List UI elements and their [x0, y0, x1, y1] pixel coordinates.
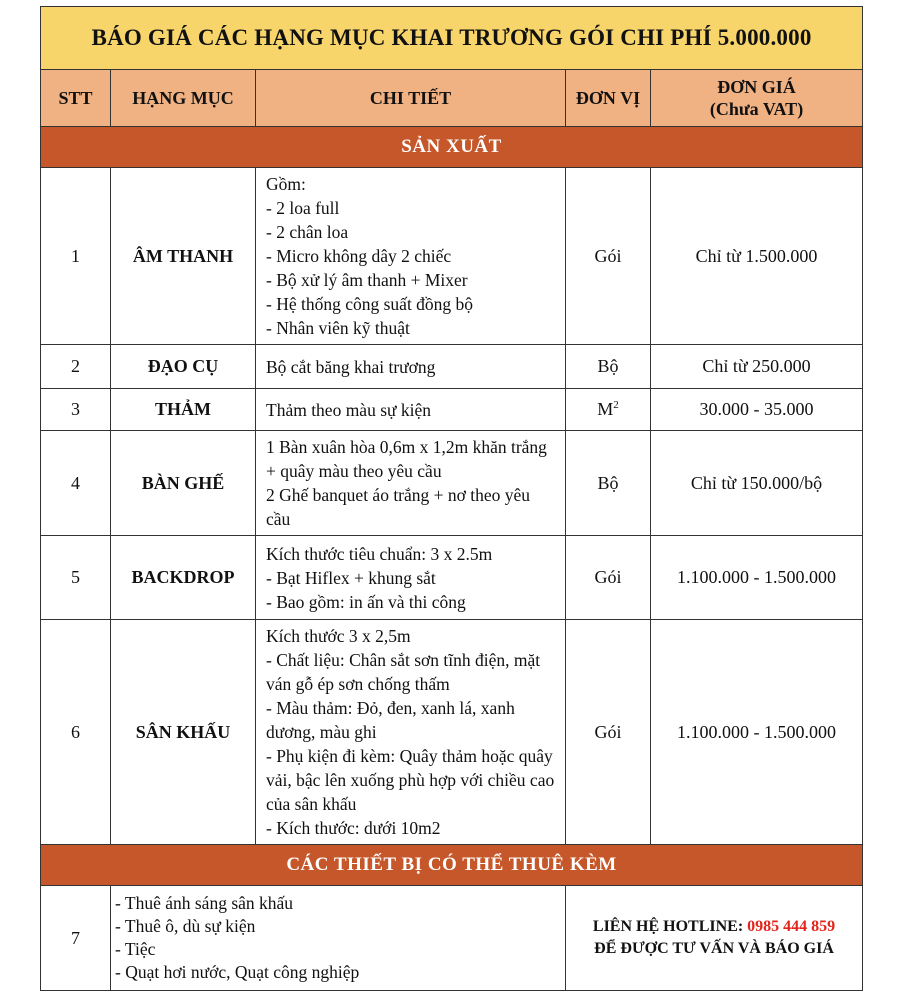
detail-line: - Kích thước: dưới 10m2 [266, 818, 441, 838]
row-unit [566, 389, 651, 431]
row-price: Chỉ từ 1.500.000 [651, 168, 863, 345]
header-don-vi: ĐƠN VỊ [566, 70, 651, 127]
row-unit: Bộ [566, 431, 651, 536]
price-table [40, 6, 863, 991]
detail-line: - Bao gồm: in ấn và thi công [266, 591, 466, 612]
row-stt: 2 [41, 345, 111, 389]
row-stt: 4 [41, 431, 111, 536]
row-item: BÀN GHẾ [111, 431, 256, 536]
row-stt: 3 [41, 389, 111, 431]
row-price: Chỉ từ 150.000/bộ [651, 431, 863, 536]
contact-line-1 [566, 916, 862, 938]
row-item: ĐẠO CỤ [111, 345, 256, 389]
list-item: - Quạt hơi nước, Quạt công nghiệp [115, 962, 360, 982]
row-details [256, 168, 566, 345]
detail-line: - Phụ kiện đi kèm: Quây thảm hoặc quây vải, bậc lên xuống phù hợp với chiều cao của sân khấu [266, 746, 555, 814]
row-stt: 1 [41, 168, 111, 345]
detail-line: - 2 chân loa [266, 222, 349, 242]
contact-box [566, 886, 863, 991]
row-item: BACKDROP [111, 536, 256, 620]
header-don-gia [651, 70, 863, 127]
row-details [256, 345, 566, 389]
row-stt: 7 [41, 886, 111, 991]
row-price: Chỉ từ 250.000 [651, 345, 863, 389]
table-row [41, 431, 863, 536]
unit-text: M [597, 399, 614, 419]
row-unit: Gói [566, 168, 651, 345]
header-don-gia-label: ĐƠN GIÁ [717, 77, 796, 97]
price-quote-sheet [40, 6, 862, 991]
row-price: 1.100.000 - 1.500.000 [651, 620, 863, 845]
detail-line: Gồm: [266, 174, 306, 194]
contact-label: LIÊN HỆ HOTLINE: [592, 918, 744, 935]
table-row [41, 345, 863, 389]
hotline-number[interactable]: 0985 444 859 [747, 918, 836, 935]
row-unit: Gói [566, 620, 651, 845]
contact-line-2: ĐỂ ĐƯỢC TƯ VẤN VÀ BÁO GIÁ [594, 940, 834, 957]
section-san-xuat [41, 127, 863, 168]
detail-line: - Màu thảm: Đỏ, đen, xanh lá, xanh dương, màu ghi [266, 698, 515, 742]
row-details [256, 431, 566, 536]
detail-line: - 2 loa full [266, 198, 340, 218]
header-don-gia-note: (Chưa VAT) [709, 99, 804, 119]
table-row [41, 620, 863, 845]
table-row [41, 886, 863, 991]
detail-line: Kích thước 3 x 2,5m [266, 626, 411, 646]
table-row [41, 536, 863, 620]
table-row [41, 168, 863, 345]
list-item: - Tiệc [115, 939, 156, 959]
section-title: CÁC THIẾT BỊ CÓ THỂ THUÊ KÈM [41, 845, 863, 886]
header-hang-muc: HẠNG MỤC [111, 70, 256, 127]
detail-line: 2 Ghế banquet áo trắng + nơ theo yêu cầu [266, 485, 531, 529]
row-details [256, 620, 566, 845]
detail-line: - Micro không dây 2 chiếc [266, 246, 452, 266]
page-title: BÁO GIÁ CÁC HẠNG MỤC KHAI TRƯƠNG GÓI CHI PHÍ 5.000.000 [41, 7, 863, 70]
row-details [256, 389, 566, 431]
rental-list [111, 886, 566, 991]
row-stt: 6 [41, 620, 111, 845]
row-stt: 5 [41, 536, 111, 620]
row-item: ÂM THANH [111, 168, 256, 345]
row-unit: Bộ [566, 345, 651, 389]
row-price: 1.100.000 - 1.500.000 [651, 536, 863, 620]
detail-line: Thảm theo màu sự kiện [266, 399, 432, 420]
detail-line: - Bạt Hiflex + khung sắt [266, 567, 436, 588]
list-item: - Thuê ô, dù sự kiện [115, 916, 256, 936]
detail-line: - Bộ xử lý âm thanh + Mixer [266, 270, 468, 290]
table-header [41, 70, 863, 127]
detail-line: 1 Bàn xuân hòa 0,6m x 1,2m khăn trắng + quây màu theo yêu cầu [266, 437, 547, 481]
row-item: SÂN KHẤU [111, 620, 256, 845]
list-item: - Thuê ánh sáng sân khấu [115, 893, 294, 913]
detail-line: Bộ cắt băng khai trương [266, 356, 436, 377]
detail-line: - Chất liệu: Chân sắt sơn tĩnh điện, mặt ván gỗ ép sơn chống thấm [266, 650, 541, 694]
detail-line: - Hệ thống công suất đồng bộ [266, 294, 474, 314]
row-details [256, 536, 566, 620]
header-stt: STT [41, 70, 111, 127]
detail-line: Kích thước tiêu chuẩn: 3 x 2.5m [266, 543, 493, 564]
table-row [41, 389, 863, 431]
detail-line: - Nhân viên kỹ thuật [266, 318, 410, 338]
unit-superscript: 2 [613, 399, 619, 411]
row-price: 30.000 - 35.000 [651, 389, 863, 431]
section-title: SẢN XUẤT [41, 127, 863, 168]
header-chi-tiet: CHI TIẾT [256, 70, 566, 127]
row-item: THẢM [111, 389, 256, 431]
row-unit: Gói [566, 536, 651, 620]
section-thue-kem [41, 845, 863, 886]
